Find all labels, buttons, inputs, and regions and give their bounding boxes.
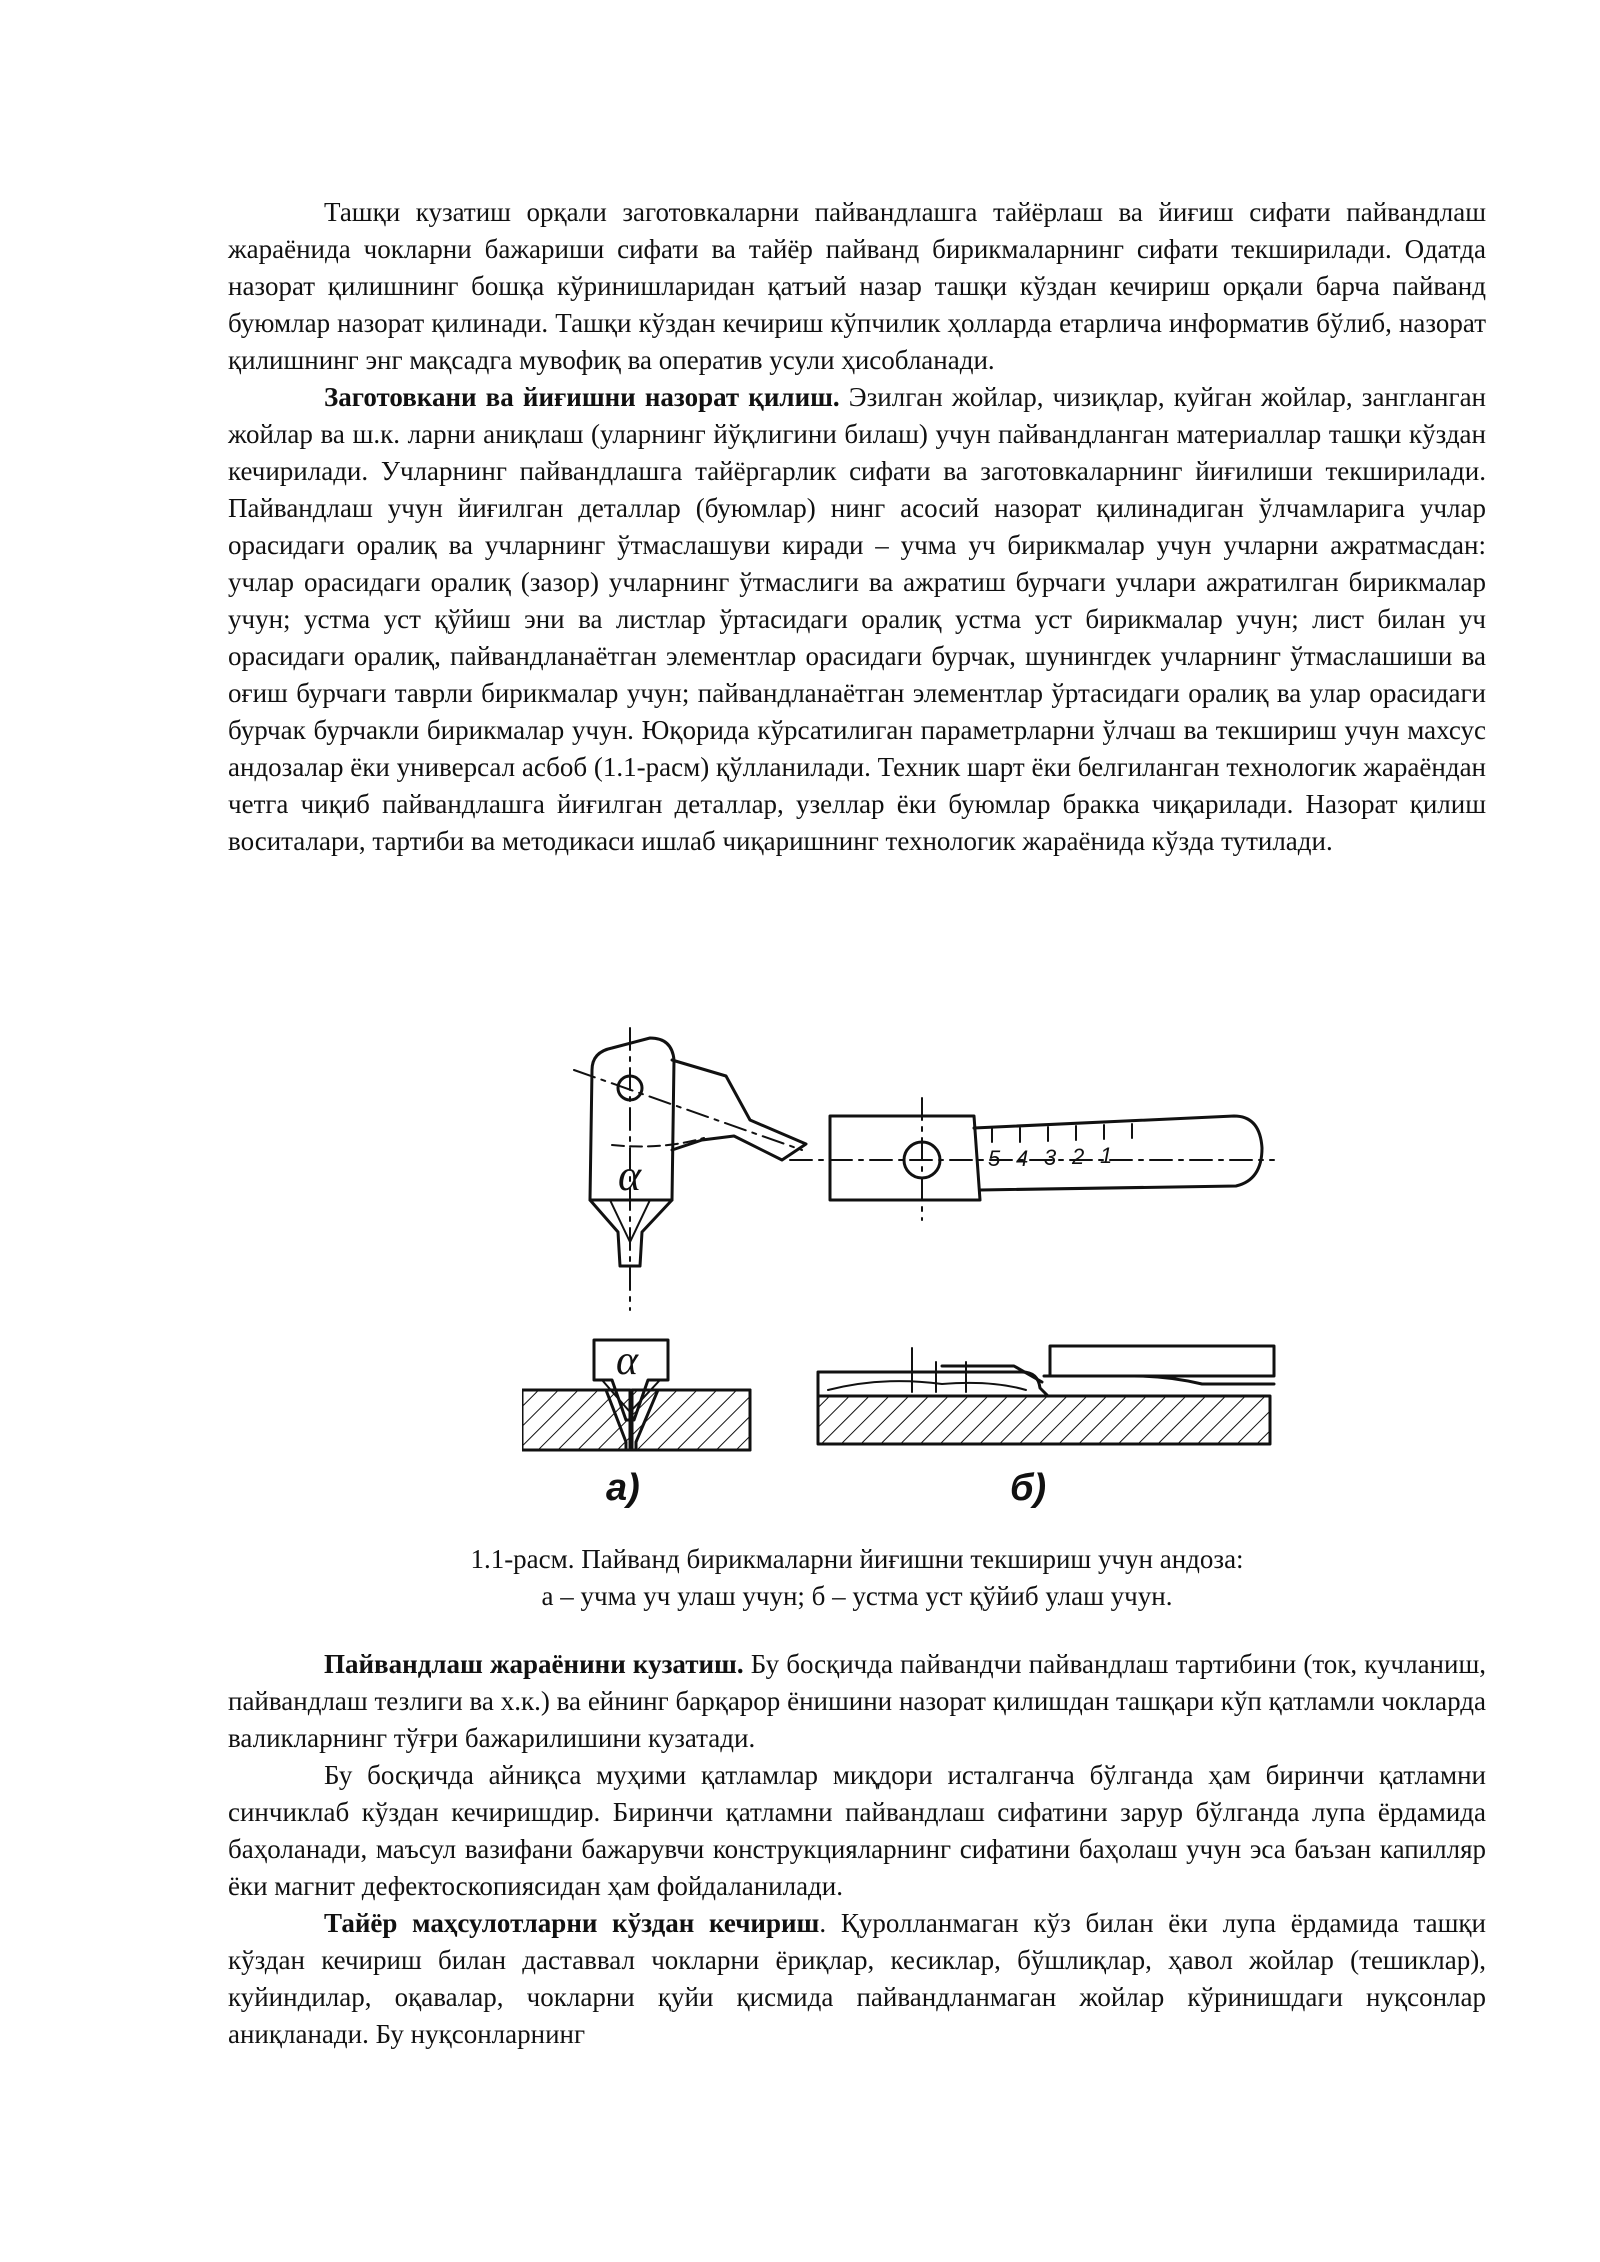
paragraph-2-lead: Заготовкани ва йиғишни назорат қилиш. bbox=[324, 382, 840, 412]
scale-label-5: 5 bbox=[988, 1146, 1001, 1171]
scale-label-1: 1 bbox=[1100, 1143, 1113, 1168]
paragraph-4 bbox=[228, 1757, 1486, 1905]
paragraph-4-text: Бу босқичда айниқса муҳими қатламлар миқдори исталганча бўлганда ҳам биринчи қатламни синчиклаб кўздан кечиришдир. Биринчи қатламни пайвандлаш сифатини зарур бўлганда лупа ёрдамида баҳоланади, маъсул вазифани бажарувчи конструкцияларнинг сифатини баҳолаш учун эса баъзан капилляр ёки магнит дефектоскопиясидан ҳам фойдаланилади. bbox=[228, 1760, 1486, 1901]
paragraph-3 bbox=[228, 1646, 1486, 1757]
gauge-a-top bbox=[574, 1028, 806, 1310]
paragraph-3-lead: Пайвандлаш жараёнини кузатиш. bbox=[324, 1649, 744, 1679]
paragraph-2-text: Эзилган жойлар, чизиқлар, куйган жойлар, зангланган жойлар ва ш.к. ларни аниқлаш (уларнинг йўқлигини билаш) учун пайвандланган материаллар ташқи кўздан кечирилади. Учларнинг пайвандлашга тайёргарлик сифати ва заготовкаларнинг йиғилиши текширилади. Пайвандлаш учун йиғилган деталлар (буюмлар) нинг асосий назорат қилинадиган ўлчамларига учлар орасидаги оралиқ ва учларнинг ўтмаслашуви киради – учма уч бирикмалар учун учларни ажратмасдан: учлар орасидаги оралиқ (зазор) учларнинг ўтмаслиги ва ажратиш бурчаги учлари ажратилган бирикмалар учун; устма уст қўйиш эни ва листлар ўртасидаги оралиқ устма уст бирикмалар учун; лист билан уч орасидаги оралиқ, пайвандланаётган элементлар орасидаги бурчак, шунингдек учларнинг ўтмаслашиши ва оғиш бурчаги таврли бирикмалар учун; пайвандланаётган элементлар ўртасидаги оралиқ ва улар орасидаги бурчак бурчакли бирикмалар учун. Юқорида кўрсатилиган параметрларни ўлчаш ва текшириш учун махсус андозалар ёки универсал асбоб (1.1-расм) қўлланилади. Техник шарт ёки белгиланган технологик жараёндан четга чиқиб пайвандлашга йиғилган деталлар, узеллар ёки буюмлар бракка чиқарилади. Назорат қилиш воситалари, тартиби ва методикаси ишлаб чиқаришнинг технологик жараёнида кўзда тутилади. bbox=[228, 382, 1486, 856]
scale-label-4: 4 bbox=[1016, 1146, 1029, 1171]
template-drawing bbox=[522, 1010, 1282, 1510]
paragraph-1-text: Ташқи кузатиш орқали заготовкаларни пайвандлашга тайёрлаш ва йиғиш сифати пайвандлаш жараёнида чокларни бажариши сифати ва тайёр пайванд бирикмаларнинг сифати текширилади. Одатда назорат қилишнинг бошқа кўринишларидан қатъий назар ташқи кўздан кечириш орқали барча пайванд буюмлар назорат қилинади. Ташқи кўздан кечириш кўпчилик ҳолларда етарлича информатив бўлиб, назорат қилишнинг энг мақсадга мувофиқ ва оператив усули ҳисобланади. bbox=[228, 197, 1486, 375]
caption-line-1: 1.1-расм. Пайванд бирикмаларни йиғишни текшириш учун андоза: bbox=[470, 1544, 1244, 1574]
scale-label-3: 3 bbox=[1044, 1145, 1057, 1170]
paragraph-5-text: . Қуролланмаган кўз билан ёки лупа ёрдамида ташқи кўздан кечириш билан даставвал чокларни ёриқлар, кесиклар, бўшлиқлар, ҳавол жойлар (тешиклар), куйиндилар, оқавалар, чокларни қуйи қисмида пайвандланмаган жойлар кўринишдаги нуқсонлар аниқланади. Бу нуқсонларнинг bbox=[228, 1908, 1486, 2049]
gauge-b-top bbox=[790, 1098, 1274, 1220]
text-block-top bbox=[228, 194, 1486, 860]
paragraph-5-lead: Тайёр маҳсулотларни кўздан кечириш bbox=[324, 1908, 820, 1938]
joint-b bbox=[818, 1346, 1274, 1444]
text-block-bottom bbox=[228, 1646, 1486, 2053]
figure-1-1 bbox=[522, 1010, 1282, 1510]
alpha-label-top: α bbox=[618, 1151, 642, 1200]
caption-line-2: а – учма уч улаш учун; б – устма уст қўйиб улаш учун. bbox=[541, 1581, 1173, 1611]
figure-label-a: а) bbox=[606, 1467, 640, 1509]
paragraph-5 bbox=[228, 1905, 1486, 2053]
figure-label-b: б) bbox=[1010, 1467, 1047, 1509]
paragraph-3-text: Бу босқичда пайвандчи пайвандлаш тартибини (ток, кучланиш, пайвандлаш тезлиги ва х.к.) ва ейнинг барқарор ёнишини назорат қилишдан ташқари кўп қатламли чокларда валикларнинг тўғри бажарилишини кузатади. bbox=[228, 1649, 1486, 1753]
figure-caption bbox=[228, 1541, 1486, 1615]
paragraph-1 bbox=[228, 194, 1486, 379]
scale-label-2: 2 bbox=[1072, 1144, 1085, 1169]
paragraph-2 bbox=[228, 379, 1486, 860]
alpha-label-bottom: α bbox=[616, 1338, 639, 1384]
